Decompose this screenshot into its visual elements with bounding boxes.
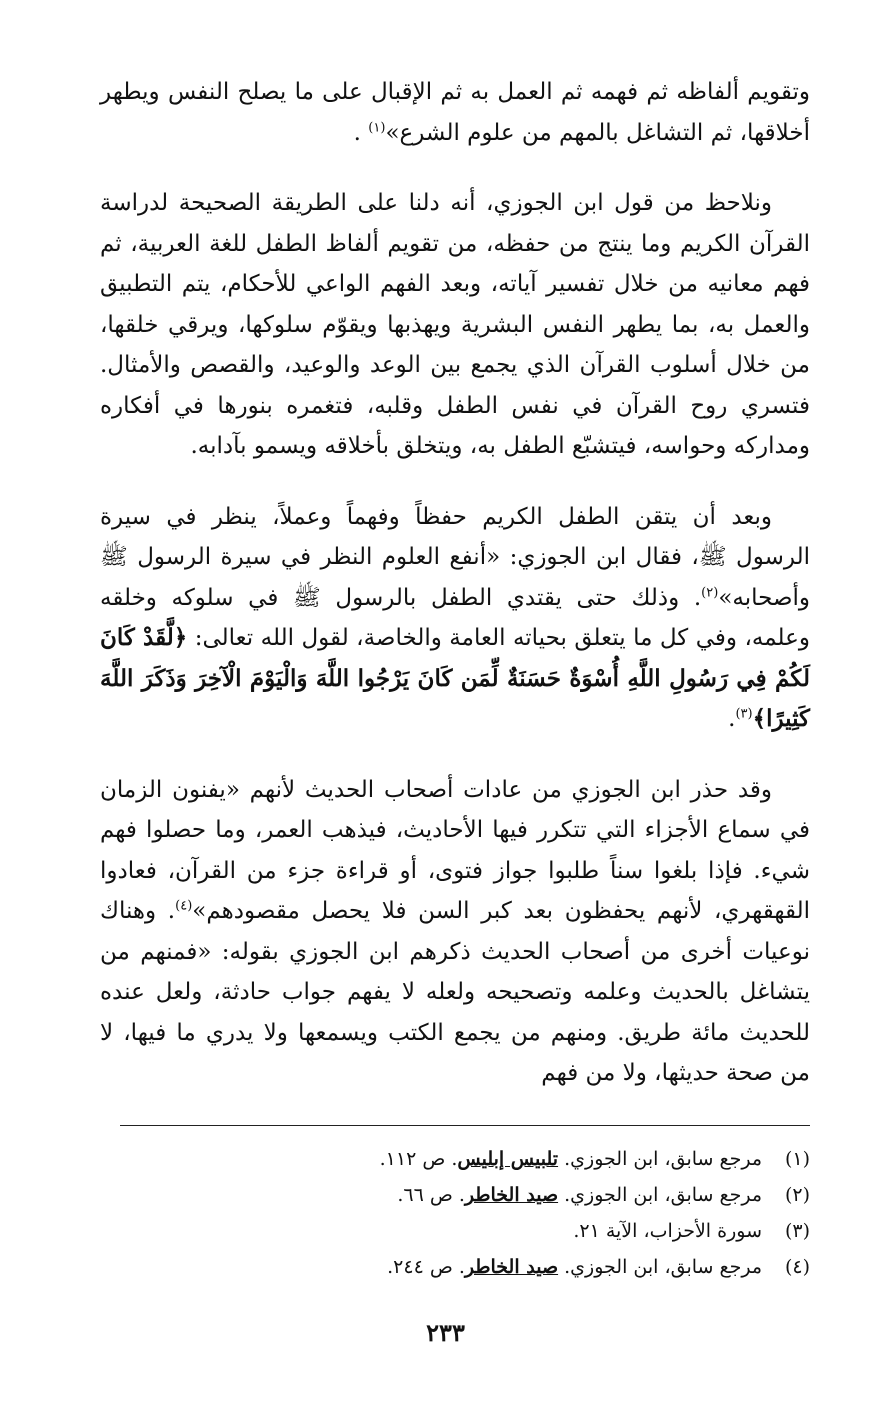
paragraph-2-text: ونلاحظ من قول ابن الجوزي، أنه دلنا على الطريقة الصحيحة لدراسة القرآن الكريم وما ينتج من حفظه، من تقويم ألفاظ الطفل للغة العربية، ثم فهم معانيه من خلال تفسير آياته، وبعد الفهم الواعي للأحكام، يتم التطبيق والعمل به، بما يطهر النفس البشرية ويهذبها ويقوّم سلوكها، ويرقي خلقها، من خلال أسلوب القرآن الذي يجمع بين الوعد والوعيد، والقصص والأمثال. فتسري روح القرآن في نفس الطفل وقلبه، فتغمره بنورها في أفكاره ومداركه وحواسه، فيتشبّع الطفل به، ويتخلق بأخلاقه ويسمو بآدابه. [100,190,810,459]
footnote-divider [120,1125,810,1126]
paragraph-4 [100,770,810,1094]
paragraph-1-text: وتقويم ألفاظه ثم فهمه ثم العمل به ثم الإقبال على ما يصلح النفس ويطهر أخلاقها، ثم التشاغل بالمهم من علوم الشرع» [100,79,810,146]
footnote-text [380,1141,762,1177]
paragraph-3-text-a: وبعد أن يتقن الطفل الكريم حفظاً وفهماً وعملاً، ينظر في سيرة الرسول ﷺ، فقال ابن الجوزي: «أنفع العلوم النظر في سيرة الرسول ﷺ وأصحابه» [100,503,810,611]
paragraph-3-text-b: . وذلك حتى يقتدي الطفل بالرسول ﷺ في سلوكه وخلقه وعلمه، وفي كل ما يتعلق بحياته العامة والخاصة، لقول الله تعالى: [100,584,810,651]
footnote-number: (٢) [784,1184,810,1206]
footnote-source: مرجع سابق، ابن الجوزي. [558,1184,762,1206]
page-body [100,72,810,1094]
footnote-ref-3: (٣) [735,706,753,722]
footnote-source: مرجع سابق، ابن الجوزي. [558,1148,762,1170]
footnote-text [573,1213,762,1249]
footnote-source: سورة الأحزاب، الآية ٢١. [573,1220,762,1242]
paragraph-4-text-b: . وهناك نوعيات أخرى من أصحاب الحديث ذكرهم ابن الجوزي بقوله: «فمنهم من يتشاغل بالحديث وعلمه وتصحيحه ولعله لا يفهم جواب حادثة، ولعل عنده للحديث مائة طريق. ومنهم من يجمع الكتب ويسمعها ولا يدري ما فيها، لا من صحة حديثها، ولا من فهم [100,898,810,1086]
footnote-text [397,1177,762,1213]
footnote-page: . ص ٢٤٤. [387,1256,465,1278]
footnote-number: (٣) [784,1220,810,1242]
quran-verse: ﴿لَّقَدْ كَانَ لَكُمْ فِي رَسُولِ اللَّهِ أُسْوَةٌ حَسَنَةٌ لِّمَن كَانَ يَرْجُوا اللَّهَ وَالْيَوْمَ الْآخِرَ وَذَكَرَ اللَّهَ كَثِيرًا﴾ [100,624,810,732]
footnote-book-title: صيد الخاطر [464,1184,559,1206]
footnote-ref-1: (١) [368,119,386,135]
footnote-ref-2: (٢) [701,584,719,600]
footnotes [120,1141,810,1285]
footnote-3 [120,1213,810,1249]
footnote-ref-4: (٤) [175,898,193,914]
footnote-text [387,1249,762,1285]
footnote-book-title: صيد الخاطر [464,1256,559,1278]
paragraph-4-text-a: وقد حذر ابن الجوزي من عادات أصحاب الحديث لأنهم «يفنون الزمان في سماع الأجزاء التي تتكرر فيها الأحاديث، فيذهب العمر، وما حصلوا فهم شيء. فإذا بلغوا سناً طلبوا جواز فتوى، أو قراءة جزء من القرآن، فعادوا القهقهري، لأنهم يحفظون بعد كبر السن فلا يحصل مقصودهم» [100,776,810,924]
paragraph-1-end: . [353,119,369,146]
footnote-page: . ص ٦٦. [397,1184,465,1206]
footnote-1 [120,1141,810,1177]
footnote-book-title: تلبيس إبليس [457,1148,559,1170]
footnote-number: (٤) [784,1256,810,1278]
page-number: ٢٣٣ [426,1318,465,1347]
paragraph-1 [100,72,810,153]
footnote-source: مرجع سابق، ابن الجوزي. [558,1256,762,1278]
footnote-4 [120,1249,810,1285]
paragraph-3-end: . [728,706,736,732]
paragraph-3 [100,497,810,740]
footnote-2 [120,1177,810,1213]
footnote-number: (١) [784,1148,810,1170]
footnote-page: . ص ١١٢. [379,1148,458,1170]
paragraph-2 [100,183,810,467]
